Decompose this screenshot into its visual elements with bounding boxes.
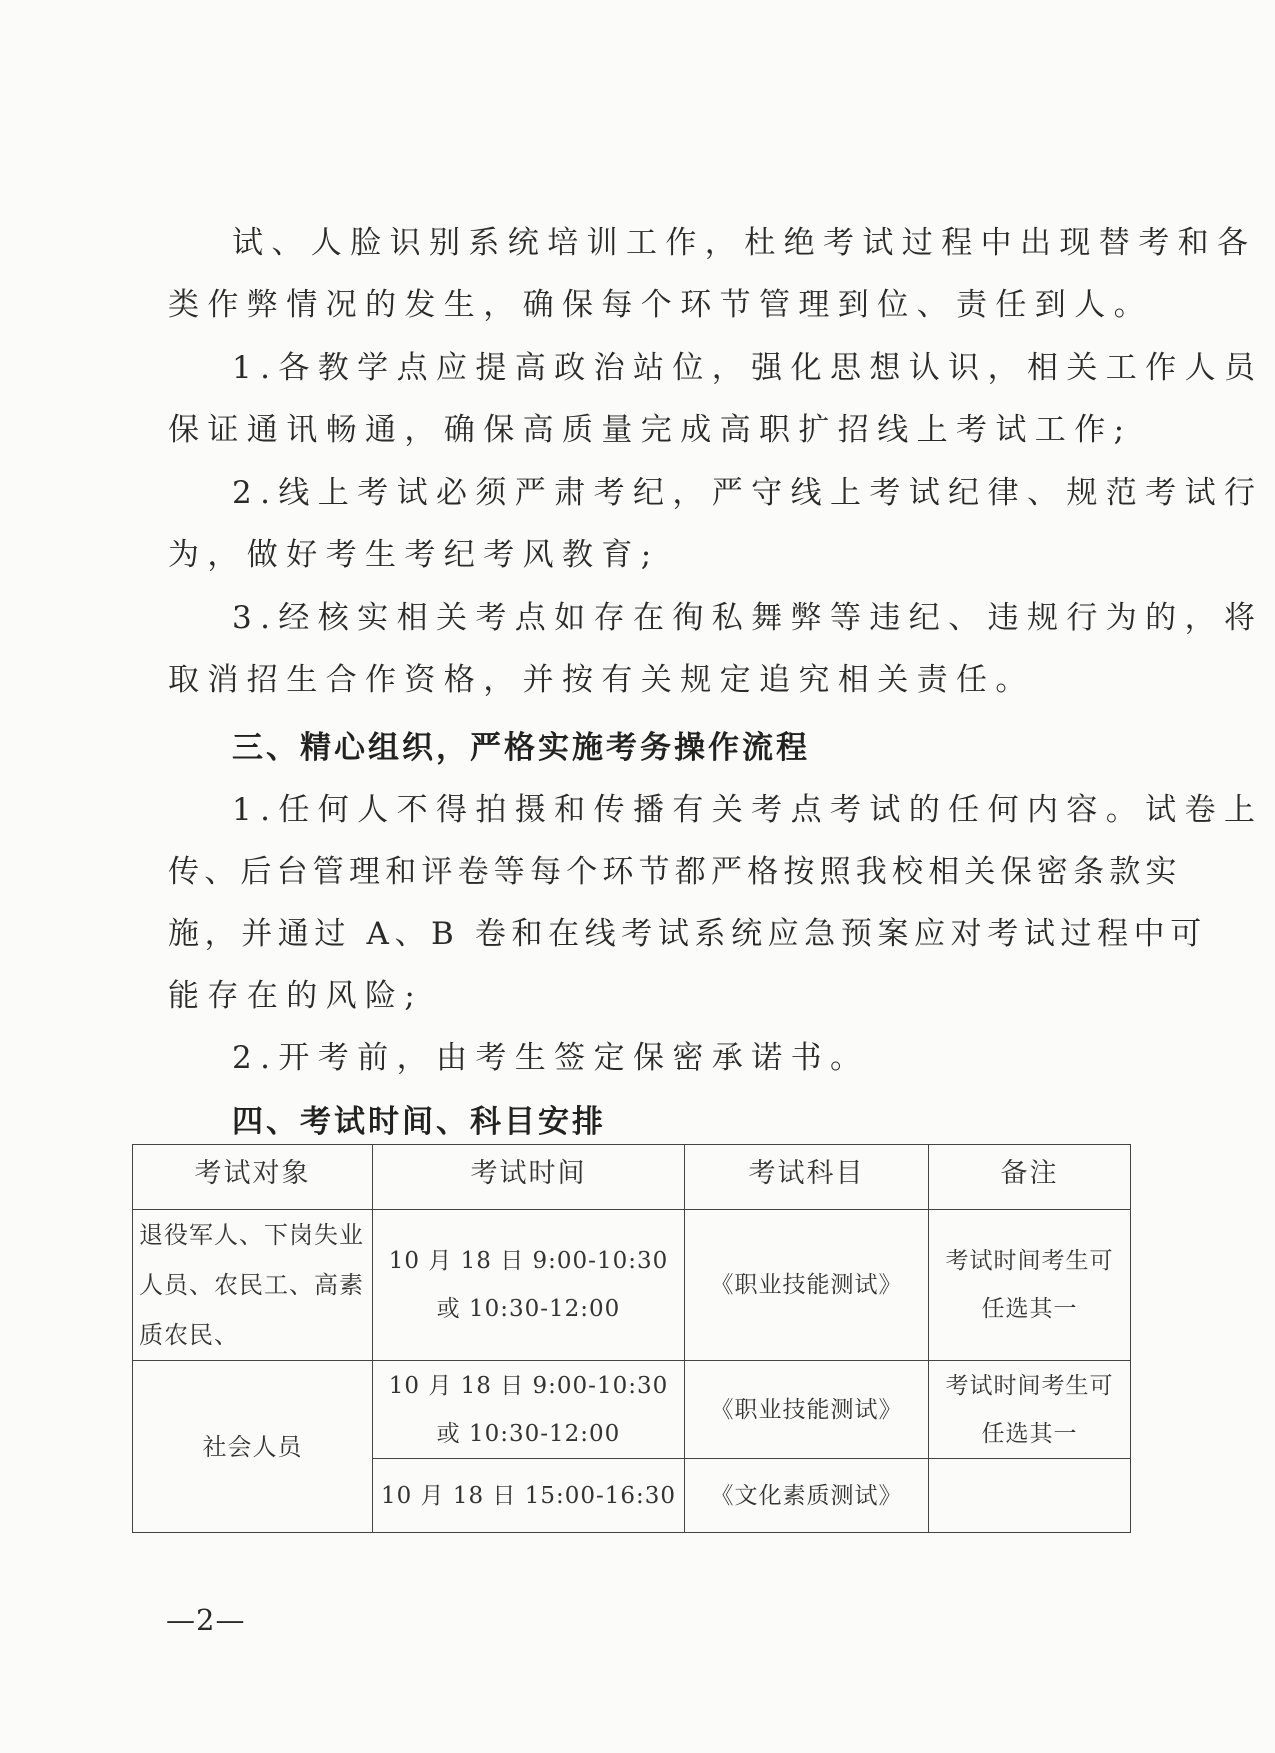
paragraph-line: 1.各教学点应提高政治站位，强化思想认识，相关工作人员 xyxy=(232,350,1264,386)
paragraph-line: 施，并通过 A、B 卷和在线考试系统应急预案应对考试过程中可 xyxy=(168,916,1207,952)
cell-subject: 《文化素质测试》 xyxy=(685,1459,929,1533)
cell-note xyxy=(929,1459,1131,1533)
cell-subject: 《职业技能测试》 xyxy=(685,1361,929,1459)
cell-target: 退役军人、下岗失业人员、农民工、高素质农民、 xyxy=(133,1210,373,1361)
cell-time: 10 月 18 日 9:00-10:30 或 10:30-12:00 xyxy=(373,1210,685,1361)
exam-schedule-table xyxy=(132,1144,1131,1533)
cell-target: 社会人员 xyxy=(133,1361,373,1533)
cell-note: 考试时间考生可任选其一 xyxy=(929,1210,1131,1361)
cell-time: 10 月 18 日 15:00-16:30 xyxy=(373,1459,685,1533)
paragraph-line: 传、后台管理和评卷等每个环节都严格按照我校相关保密条款实 xyxy=(168,854,1182,890)
header-time: 考试时间 xyxy=(373,1145,685,1210)
paragraph-line: 2.线上考试必须严肃考纪，严守线上考试纪律、规范考试行 xyxy=(232,475,1264,511)
section-heading: 三、精心组织，严格实施考务操作流程 xyxy=(232,730,810,766)
cell-time: 10 月 18 日 9:00-10:30 或 10:30-12:00 xyxy=(373,1361,685,1459)
header-subject: 考试科目 xyxy=(685,1145,929,1210)
page-number: —2— xyxy=(166,1603,246,1637)
cell-subject: 《职业技能测试》 xyxy=(685,1210,929,1361)
paragraph-line: 保证通讯畅通，确保高质量完成高职扩招线上考试工作; xyxy=(168,412,1133,448)
paragraph-line: 3.经核实相关考点如存在徇私舞弊等违纪、违规行为的，将 xyxy=(232,600,1264,636)
header-target: 考试对象 xyxy=(133,1145,373,1210)
table-row xyxy=(133,1361,1131,1459)
paragraph-line: 试、人脸识别系统培训工作，杜绝考试过程中出现替考和各 xyxy=(232,225,1257,261)
table-row xyxy=(133,1210,1131,1361)
header-note: 备注 xyxy=(929,1145,1131,1210)
cell-note: 考试时间考生可任选其一 xyxy=(929,1361,1131,1459)
paragraph-line: 类作弊情况的发生，确保每个环节管理到位、责任到人。 xyxy=(168,287,1153,323)
paragraph-line: 取消招生合作资格，并按有关规定追究相关责任。 xyxy=(168,662,1035,698)
paragraph-line: 为，做好考生考纪考风教育; xyxy=(168,537,660,573)
section-heading: 四、考试时间、科目安排 xyxy=(232,1104,606,1140)
paragraph-line: 2.开考前，由考生签定保密承诺书。 xyxy=(232,1040,870,1076)
paragraph-line: 能存在的风险; xyxy=(168,978,424,1014)
paragraph-line: 1.任何人不得拍摄和传播有关考点考试的任何内容。试卷上 xyxy=(232,792,1264,828)
table-header-row xyxy=(133,1145,1131,1210)
